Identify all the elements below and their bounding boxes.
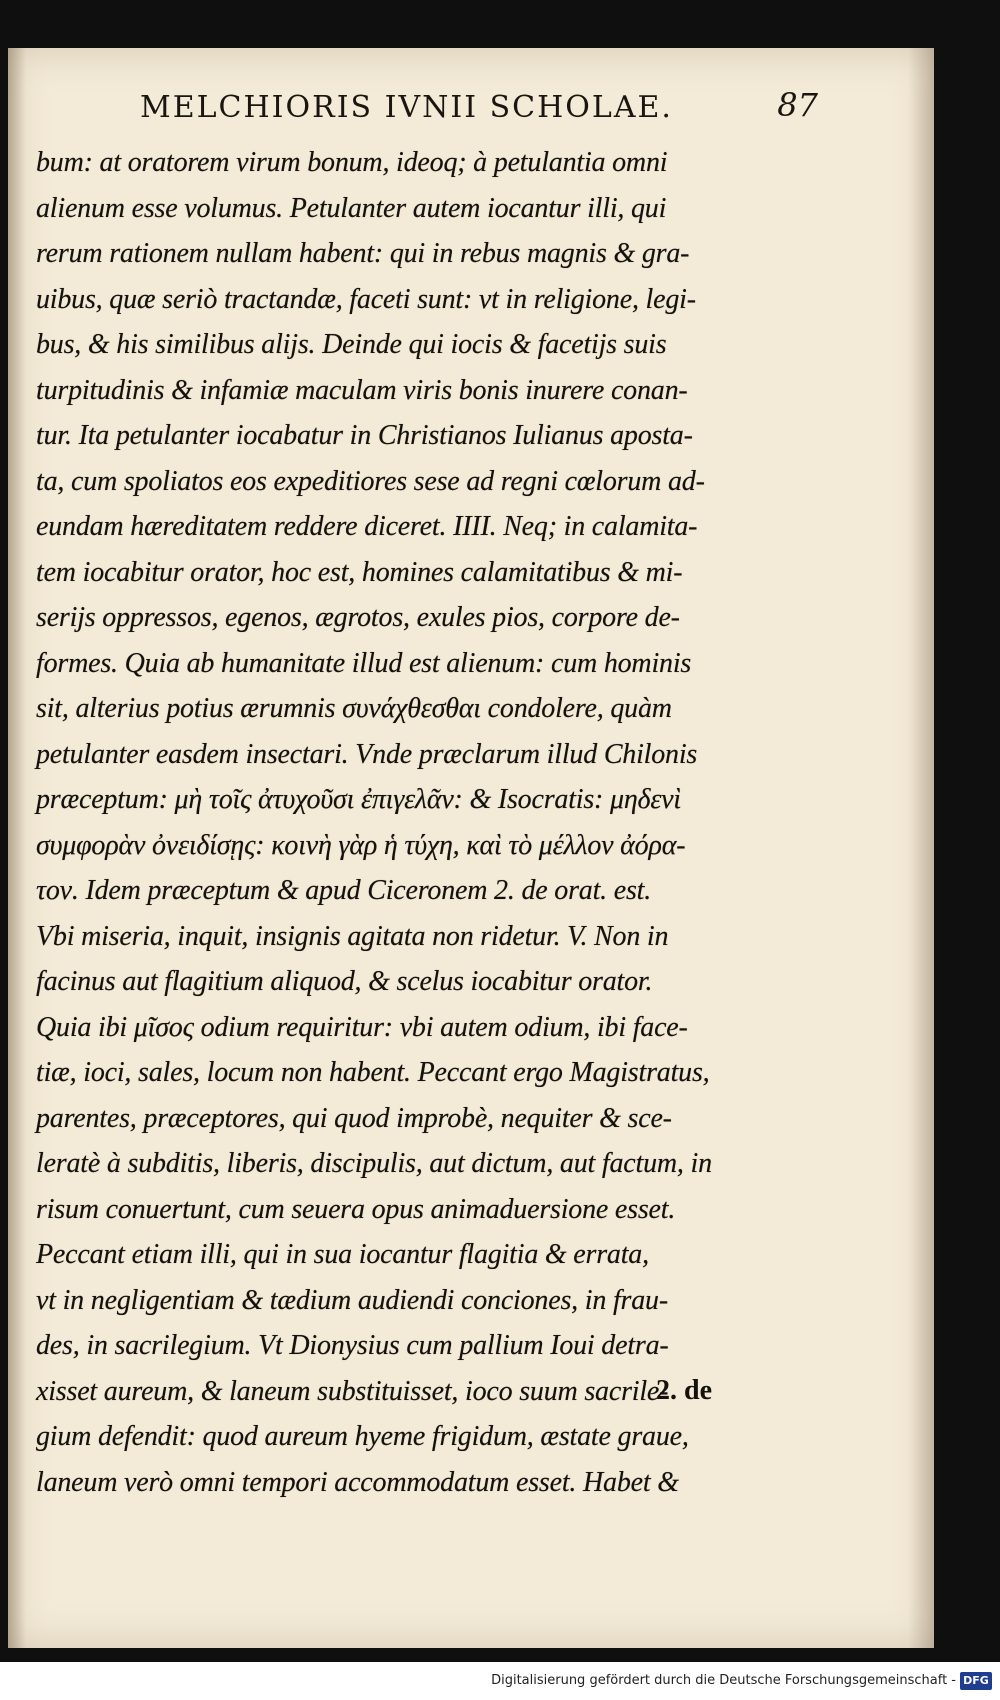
text-line: gium defendit: quod aureum hyeme frigidum, æstate graue, [36, 1421, 689, 1452]
text-line: præceptum: μὴ τοῖς ἀτυχοῦσι ἐπιγελᾶν: & Isocratis: μηδενὶ [36, 784, 681, 815]
text-line: ta, cum spoliatos eos expeditiores sese ad regni cœlorum ad- [36, 465, 705, 497]
text-line: eundam hæreditatem reddere diceret. IIII. Neq; in calamita- [36, 511, 698, 542]
page-number: 87 [777, 86, 818, 124]
text-line: tur. Ita petulanter iocabatur in Christianos Iulianus aposta- [36, 420, 693, 451]
text-line: bus, & his similibus alijs. Deinde qui iocis & facetijs suis [36, 329, 667, 360]
text-line: συμφορὰν ὀνειδίσῃς: κοινὴ γὰρ ἡ τύχη, καὶ τὸ μέλλον ἀόρα- [36, 829, 686, 861]
text-line: sit, alterius potius ærumnis συνάχθεσθαι condolere, quàm [36, 693, 672, 724]
text-line: petulanter easdem insectari. Vnde præclarum illud Chilonis [36, 738, 698, 770]
book-page [8, 48, 934, 1648]
text-line: tiæ, ioci, sales, locum non habent. Peccant ergo Magistratus, [36, 1057, 710, 1088]
text-line: τον. Idem præceptum & apud Ciceronem 2. de orat. est. [36, 875, 652, 906]
text-line: Quia ibi μῖσος odium requiritur: vbi autem odium, ibi face- [36, 1011, 688, 1043]
text-line: laneum verò omni tempori accommodatum esset. Habet & [36, 1466, 679, 1498]
text-line: bum: at oratorem virum bonum, ideoq; à petulantia omni [36, 147, 668, 178]
text-line: xisset aureum, & laneum substituisset, ioco suum sacrile- [36, 1375, 669, 1407]
text-line: rerum rationem nullam habent: qui in rebus magnis & gra- [36, 238, 690, 269]
body-text [36, 140, 826, 1505]
text-line: des, in sacrilegium. Vt Dionysius cum pallium Ioui detra- [36, 1330, 669, 1361]
text-line: risum conuertunt, cum seuera opus animaduersione esset. [36, 1193, 676, 1225]
text-line: serijs oppressos, egenos, ægrotos, exules pios, corpore de- [36, 602, 680, 633]
text-line: formes. Quia ab humanitate illud est alienum: cum hominis [36, 647, 692, 679]
text-line: parentes, præceptores, qui quod improbè, nequiter & sce- [36, 1102, 672, 1134]
text-line: tem iocabitur orator, hoc est, homines calamitatibus & mi- [36, 556, 683, 588]
text-line: leratè à subditis, liberis, discipulis, aut dictum, aut factum, in [36, 1148, 712, 1179]
dfg-logo: DFG [960, 1672, 992, 1690]
text-line: turpitudinis & infamiæ maculam viris bonis inurere conan- [36, 374, 688, 406]
text-line: Peccant etiam illi, qui in sua iocantur flagitia & errata, [36, 1239, 649, 1270]
running-head [128, 86, 818, 130]
funding-credit: Digitalisierung gefördert durch die Deutsche Forschungsgemeinschaft - [491, 1673, 956, 1688]
text-line: vt in negligentiam & tædium audiendi conciones, in frau- [36, 1284, 668, 1316]
text-line: uibus, quæ seriò tractandæ, faceti sunt: vt in religione, legi- [36, 283, 696, 315]
text-line: Vbi miseria, inquit, insignis agitata non ridetur. V. Non in [36, 920, 669, 952]
running-title: MELCHIORIS IVNII SCHOLAE. [140, 90, 673, 125]
catchword: 2. de [656, 1375, 712, 1406]
text-line: alienum esse volumus. Petulanter autem iocantur illi, qui [36, 192, 667, 224]
text-line: facinus aut flagitium aliquod, & scelus iocabitur orator. [36, 966, 653, 997]
digitization-footer [0, 1662, 1000, 1700]
